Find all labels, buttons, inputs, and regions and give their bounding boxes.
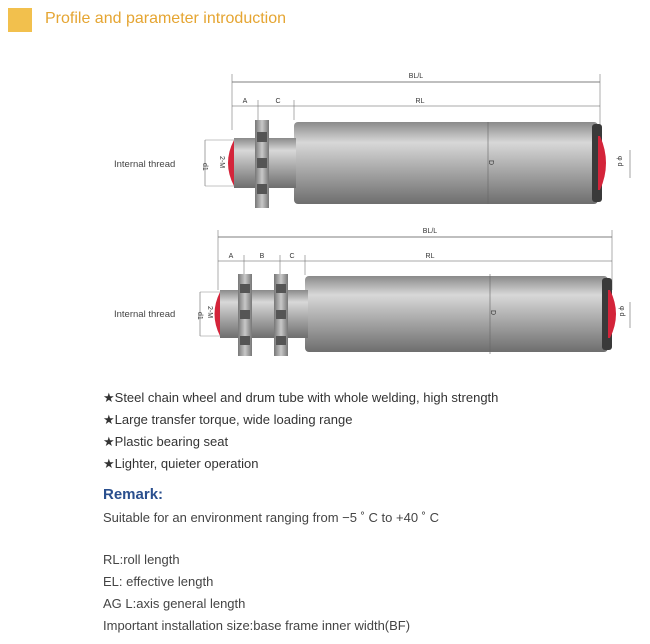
bottom-internal-thread-label: Internal thread xyxy=(114,309,176,320)
top-dim-overall: BL/L xyxy=(408,73,424,80)
header-accent-square xyxy=(8,8,32,32)
bottom-dim-rl: RL xyxy=(425,253,435,260)
definition-item: EL: effective length xyxy=(103,574,214,589)
feature-item: ★Lighter, quieter operation xyxy=(103,456,259,471)
page-title: Profile and parameter introduction xyxy=(45,10,287,27)
definition-item: RL:roll length xyxy=(103,552,180,567)
bottom-dim-phid: φ d xyxy=(618,306,625,317)
bottom-dim-d1: d1 xyxy=(196,312,203,320)
top-dim-2m: 2-M xyxy=(218,156,225,169)
bottom-dim-overall: BL/L xyxy=(422,228,438,235)
top-dim-d: D xyxy=(487,160,494,166)
definition-item: AG L:axis general length xyxy=(103,596,246,611)
remark-text: Suitable for an environment ranging from −5 ˚ C to +40 ˚ C xyxy=(103,510,440,525)
top-dim-rl: RL xyxy=(415,98,425,105)
bottom-dim-d: D xyxy=(489,310,496,316)
top-dim-a: A xyxy=(242,98,248,105)
top-dim-phid: φ d xyxy=(616,156,623,167)
feature-item: ★Large transfer torque, wide loading range xyxy=(103,412,353,427)
remark-title: Remark: xyxy=(103,486,164,503)
bottom-dim-a: A xyxy=(228,253,234,260)
bottom-dim-c: C xyxy=(289,253,295,260)
bottom-dim-b: B xyxy=(259,253,265,260)
top-dim-d1: d1 xyxy=(201,163,208,171)
bottom-dim-2m: 2-M xyxy=(206,306,213,319)
feature-item: ★Plastic bearing seat xyxy=(103,434,229,449)
roller-drawing xyxy=(0,60,650,380)
top-internal-thread-label: Internal thread xyxy=(114,159,176,170)
top-roller xyxy=(114,73,630,208)
feature-item: ★Steel chain wheel and drum tube with whole welding, high strength xyxy=(103,390,499,405)
bottom-roller xyxy=(114,228,630,356)
top-dim-c: C xyxy=(275,98,281,105)
definition-item: Important installation size:base frame inner width(BF) xyxy=(103,618,411,633)
